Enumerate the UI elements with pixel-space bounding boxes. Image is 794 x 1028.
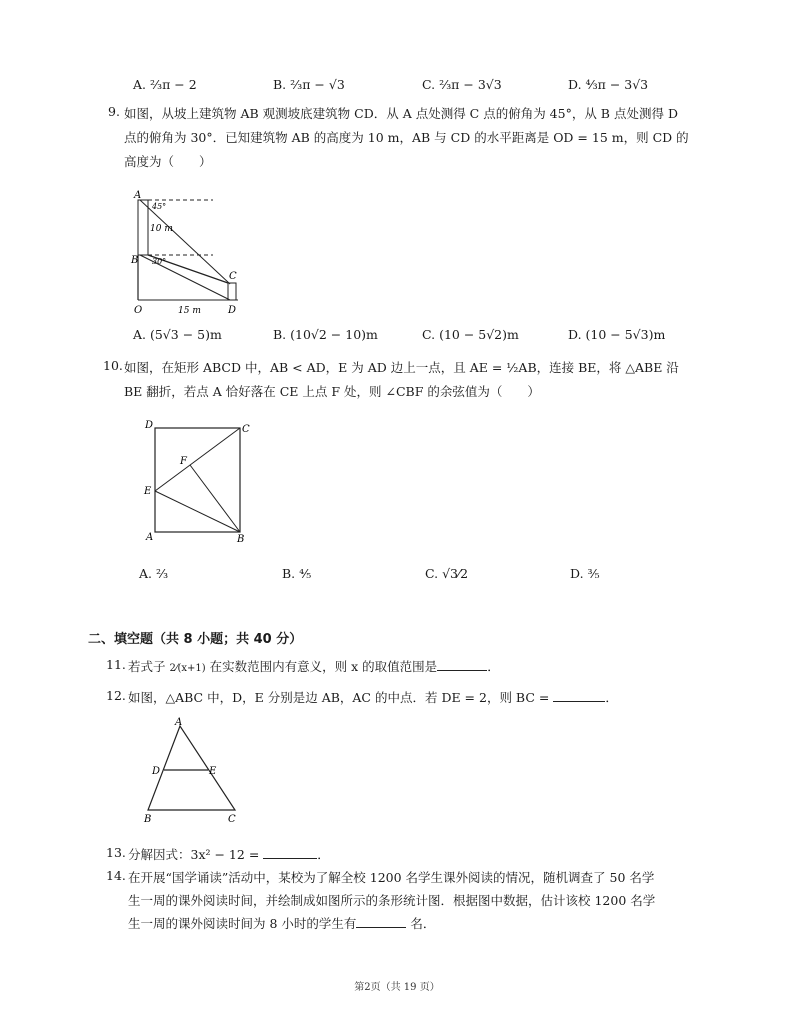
- section-title: 二、填空题（共 8 小题；共 40 分）: [88, 632, 303, 647]
- segment-ce: [155, 428, 240, 491]
- sight-line-ac: [140, 200, 230, 284]
- q9-option-a: A. (5√3 − 5)m: [133, 327, 222, 342]
- q14-line2: 生一周的课外阅读时间，并绘制成如图所示的条形统计图．根据图中数据，估计该校 1200 名学: [128, 893, 656, 908]
- q11-end: ．: [487, 659, 500, 674]
- label-b: B: [237, 534, 245, 545]
- building-cd: [228, 283, 236, 300]
- label-e: E: [144, 486, 152, 497]
- q9-option-d: D. (10 − 5√3)m: [568, 327, 666, 342]
- q13-end: ．: [317, 847, 330, 862]
- q8-option-d: D. ⁴⁄₃π − 3√3: [568, 77, 649, 92]
- triangle-abc: [148, 726, 235, 810]
- angle-30-label: 30°: [152, 257, 167, 266]
- q9-option-c: C. (10 − 5√2)m: [422, 327, 519, 342]
- q12-text-wrap: [128, 688, 618, 706]
- label-a: A: [175, 717, 183, 728]
- label-c: C: [242, 424, 250, 435]
- q9-line2: 点的俯角为 30°．已知建筑物 AB 的高度为 10 m，AB 与 CD 的水平距离是 OD = 15 m，则 CD 的: [124, 130, 689, 145]
- label-d: D: [228, 305, 237, 316]
- q10-option-b: B. ⅘: [282, 566, 312, 581]
- label-e: E: [209, 766, 217, 777]
- label-d: D: [145, 420, 154, 431]
- q13-number: 13.: [106, 845, 126, 860]
- q11-text: [128, 657, 500, 675]
- label-d: D: [152, 766, 161, 777]
- segment-bf: [190, 465, 240, 532]
- q13-answer-blank[interactable]: [263, 846, 317, 859]
- q10-number: 10.: [103, 358, 123, 373]
- label-c: C: [228, 814, 236, 825]
- q11-fraction: 2⁄(x+1): [169, 663, 206, 674]
- rectangle-abcd: [155, 428, 240, 532]
- q12-answer-blank[interactable]: [553, 689, 605, 702]
- label-b: B: [131, 255, 139, 266]
- q13-text: 分解因式：3x² − 12 =: [128, 847, 260, 862]
- q9-line3: 高度为（ ）: [124, 154, 212, 169]
- q11-text-before: 若式子: [128, 659, 170, 674]
- label-b: B: [144, 814, 152, 825]
- q14-line3-wrap: [128, 914, 435, 932]
- label-a: A: [146, 532, 154, 543]
- q10-option-a: A. ⅔: [139, 566, 169, 581]
- q14-line3-after: 名．: [406, 916, 436, 931]
- label-o: O: [134, 305, 143, 316]
- q10-option-c: C. √3⁄2: [425, 566, 469, 581]
- q11-number: 11.: [106, 657, 126, 672]
- q10-line1: 如图，在矩形 ABCD 中，AB < AD，E 为 AD 边上一点，且 AE = ½AB，连接 BE，将 △ABE 沿: [124, 360, 679, 375]
- q12-end: ．: [605, 690, 618, 705]
- q12-number: 12.: [106, 688, 126, 703]
- q14-line1: 在开展“国学诵读”活动中，某校为了解全校 1200 名学生课外阅读的情况，随机调查了 50 名学: [128, 870, 655, 885]
- label-c: C: [229, 271, 237, 282]
- page-footer: 第2页（共 19 页）: [354, 982, 440, 993]
- label-f: F: [180, 456, 187, 467]
- q12-figure: [140, 716, 250, 826]
- segment-be: [155, 491, 240, 532]
- q10-option-d: D. ⅗: [570, 566, 600, 581]
- height-label: 10 m: [150, 224, 173, 234]
- q11-answer-blank[interactable]: [437, 658, 487, 671]
- q14-answer-blank[interactable]: [356, 915, 406, 928]
- q12-text: 如图，△ABC 中，D，E 分别是边 AB，AC 的中点．若 DE = 2，则 BC =: [128, 690, 550, 705]
- q9-figure: [128, 188, 248, 318]
- q8-option-a: A. ⅔π − 2: [133, 77, 197, 92]
- q9-line1: 如图，从坡上建筑物 AB 观测坡底建筑物 CD．从 A 点处测得 C 点的俯角为 45°，从 B 点处测得 D: [124, 106, 678, 121]
- q11-text-after: 在实数范围内有意义，则 x 的取值范围是: [205, 659, 438, 674]
- q9-option-b: B. (10√2 − 10)m: [273, 327, 378, 342]
- q13-text-wrap: [128, 845, 330, 863]
- q14-line3-before: 生一周的课外阅读时间为 8 小时的学生有: [128, 916, 357, 931]
- q8-option-c: C. ⅔π − 3√3: [422, 77, 502, 92]
- label-a: A: [134, 190, 142, 201]
- angle-45-label: 45°: [152, 202, 167, 211]
- q10-figure: [140, 418, 260, 546]
- q9-number: 9.: [108, 104, 120, 119]
- q8-option-b: B. ⅔π − √3: [273, 77, 345, 92]
- q10-line2: BE 翻折，若点 A 恰好落在 CE 上点 F 处，则 ∠CBF 的余弦值为（ ）: [124, 384, 540, 399]
- distance-label: 15 m: [178, 306, 201, 316]
- building-ab: [138, 200, 148, 255]
- q14-number: 14.: [106, 868, 126, 883]
